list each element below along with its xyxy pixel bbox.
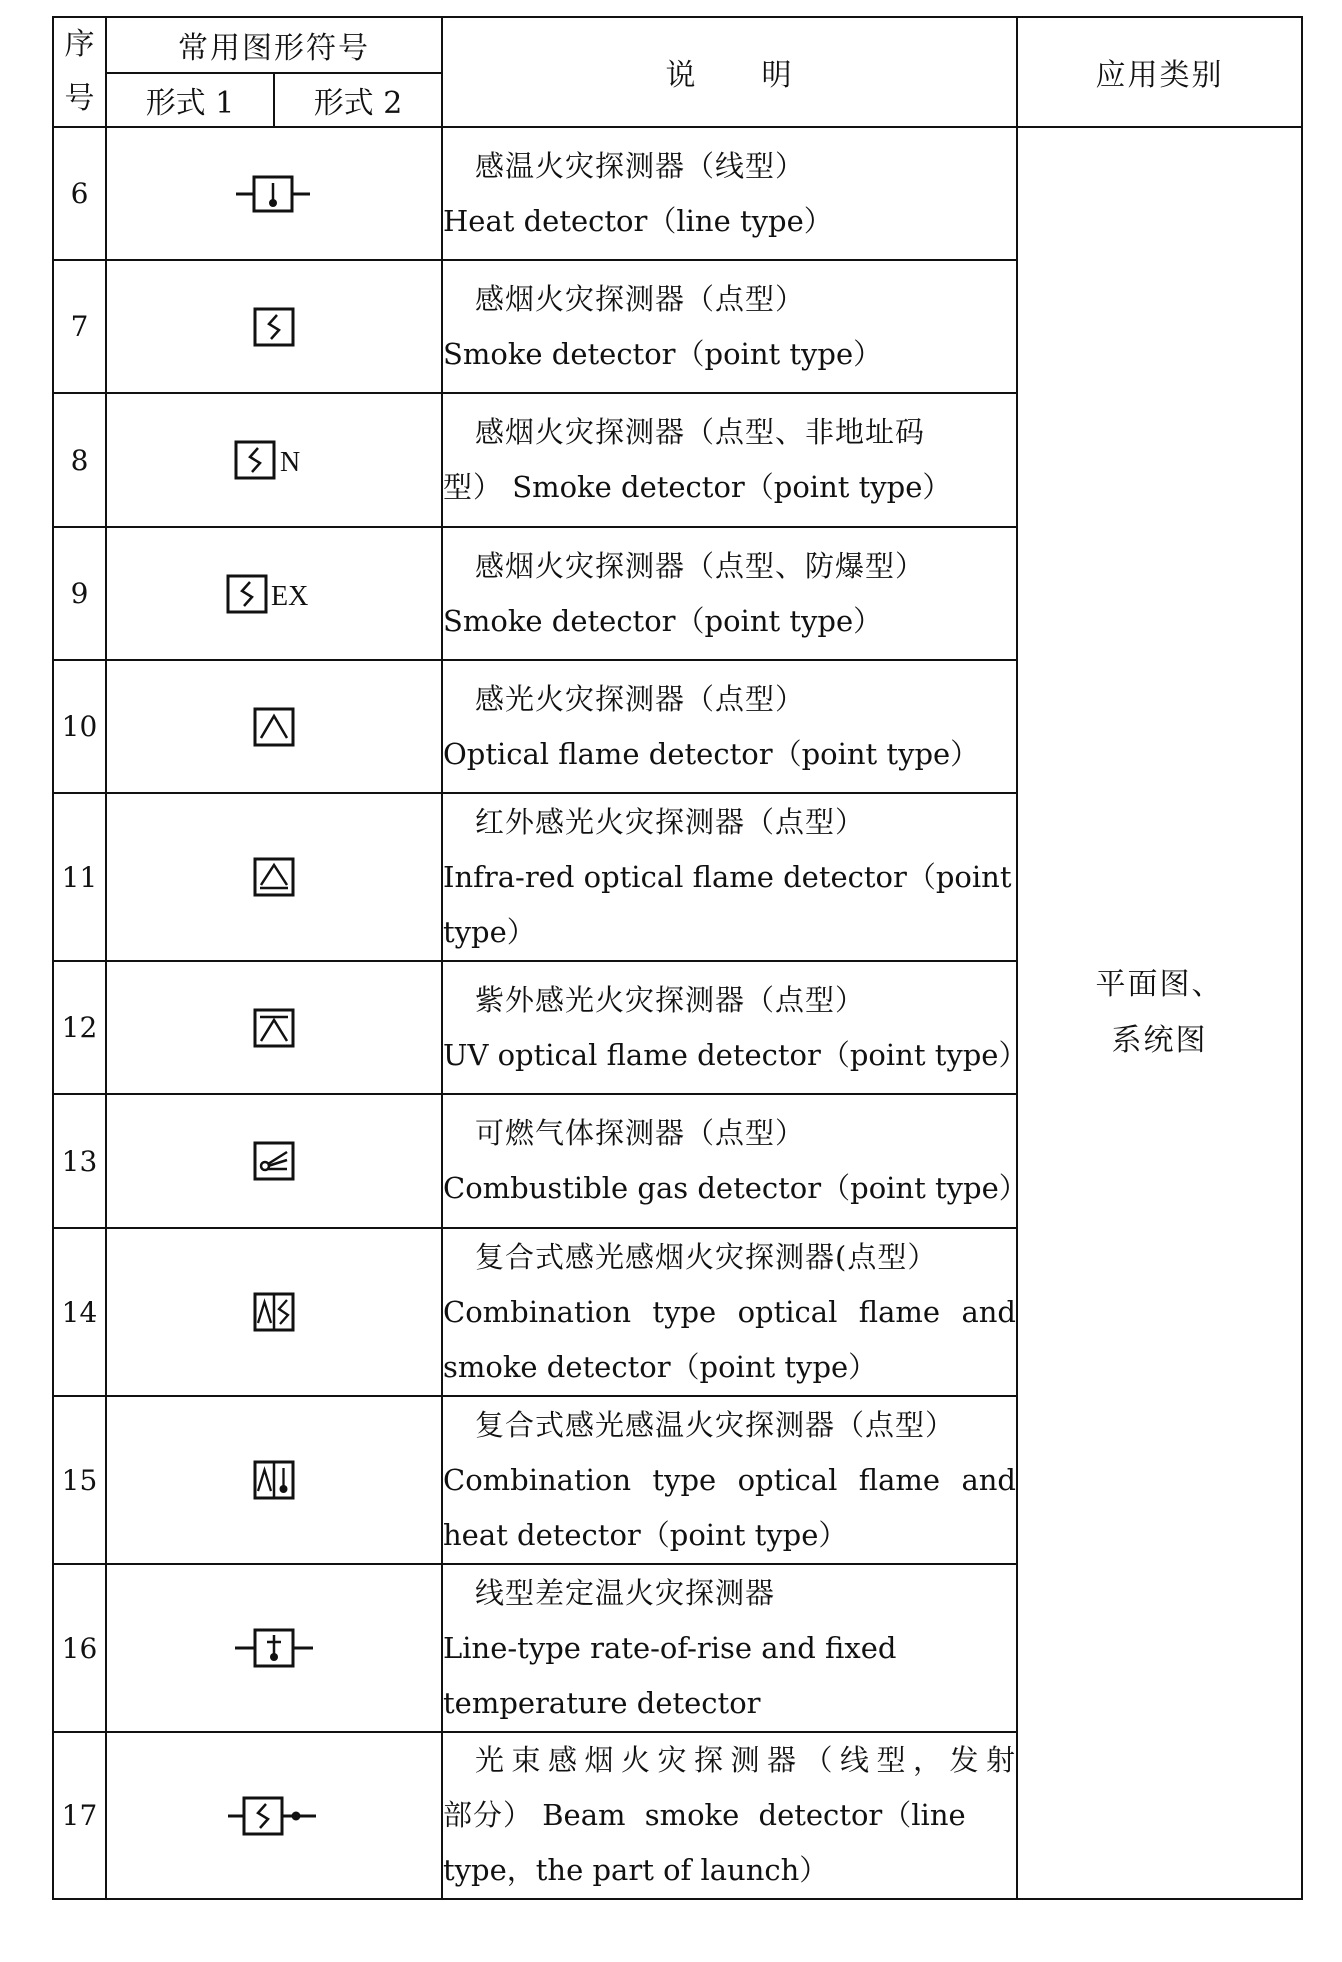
description-en: Optical flame detector（point type） — [443, 736, 980, 771]
combination-flame-smoke-icon — [249, 1287, 299, 1337]
description-en: Smoke detector（point type） — [443, 603, 883, 638]
row-index: 7 — [53, 260, 106, 393]
description-en: Heat detector（line type） — [443, 203, 833, 238]
uv-flame-detector-icon — [249, 1003, 299, 1053]
beam-smoke-launch-icon — [224, 1791, 324, 1841]
symbol-cell — [106, 1094, 442, 1228]
symbol-cell — [106, 127, 442, 260]
form1-header: 形式 1 — [106, 73, 274, 128]
description-cell — [442, 1228, 1017, 1396]
application-category-cell — [1017, 127, 1302, 1899]
row-index: 12 — [53, 961, 106, 1094]
form2-header: 形式 2 — [274, 73, 442, 128]
row-index: 8 — [53, 393, 106, 527]
description-zh: 感烟火灾探测器（点型） — [475, 281, 806, 316]
description-cell — [442, 260, 1017, 393]
description-cell — [442, 660, 1017, 793]
description-zh-cont: 部分） — [443, 1798, 534, 1832]
description-cell — [442, 793, 1017, 961]
symbol-cell — [106, 793, 442, 961]
description-cell — [442, 1732, 1017, 1899]
row-index: 15 — [53, 1396, 106, 1564]
description-cell — [442, 1094, 1028, 1228]
description-en-cont: type，the part of launch） — [443, 1853, 829, 1887]
infrared-flame-detector-icon — [249, 852, 299, 902]
description-en: UV optical flame detector（point type） — [443, 1037, 1028, 1072]
description-zh: 复合式感光感烟火灾探测器(点型） — [475, 1239, 938, 1274]
row-index: 10 — [53, 660, 106, 793]
description-en: Combination type optical flame and — [443, 1462, 1016, 1497]
symbol-cell — [106, 961, 442, 1094]
description-en-cont: temperature detector — [443, 1685, 761, 1720]
description-en: Smoke detector（point type） — [512, 470, 952, 504]
description-cell — [442, 1564, 1017, 1732]
description-en: Combustible gas detector（point type） — [443, 1171, 1028, 1205]
description-en-cont: smoke detector（point type） — [443, 1349, 878, 1384]
symbol-group-header: 常用图形符号 — [106, 17, 442, 73]
description-zh-cont: 型） — [443, 470, 504, 504]
row-index: 11 — [53, 793, 106, 961]
application-line2: 系统图 — [1111, 1023, 1208, 1058]
description-header: 说 明 — [442, 17, 1017, 127]
optical-flame-detector-icon — [249, 702, 299, 752]
application-header: 应用类别 — [1017, 17, 1302, 127]
symbol-cell — [106, 393, 442, 527]
description-zh: 可燃气体探测器（点型） — [475, 1116, 806, 1150]
description-cell — [442, 127, 1017, 260]
description-en: Beam smoke detector（line — [542, 1798, 966, 1832]
combustible-gas-detector-icon — [249, 1136, 299, 1186]
symbol-cell — [106, 260, 442, 393]
svg-text:EX: EX — [271, 580, 309, 612]
description-en: Combination type optical flame and — [443, 1294, 1016, 1329]
description-zh: 复合式感光感温火灾探测器（点型） — [475, 1407, 956, 1442]
smoke-detector-nonaddress-icon — [232, 435, 316, 485]
table-row — [53, 127, 1302, 260]
symbol-cell — [106, 1228, 442, 1396]
smoke-detector-icon — [249, 302, 299, 352]
heat-detector-line-icon — [234, 169, 314, 219]
index-header: 序 号 — [53, 17, 106, 127]
combination-flame-heat-icon — [249, 1455, 299, 1505]
description-zh: 光束感烟火灾探测器（线型，发射 — [475, 1743, 1016, 1777]
description-zh: 感温火灾探测器（线型） — [475, 148, 806, 183]
symbol-cell — [106, 660, 442, 793]
svg-text:N: N — [280, 447, 301, 478]
row-index: 17 — [53, 1732, 106, 1899]
symbol-cell — [106, 527, 442, 660]
description-zh: 红外感光火灾探测器（点型） — [475, 804, 866, 839]
row-index: 16 — [53, 1564, 106, 1732]
description-zh: 感烟火灾探测器（点型、防爆型） — [475, 548, 926, 583]
row-index: 9 — [53, 527, 106, 660]
description-en-cont: heat detector（point type） — [443, 1517, 848, 1552]
description-zh: 感烟火灾探测器（点型、非地址码 — [475, 415, 926, 449]
row-index: 14 — [53, 1228, 106, 1396]
row-index: 6 — [53, 127, 106, 260]
description-en-cont: type） — [443, 914, 536, 949]
description-zh: 线型差定温火灾探测器 — [475, 1575, 776, 1610]
description-zh: 紫外感光火灾探测器（点型） — [475, 982, 866, 1017]
description-cell — [442, 961, 1028, 1094]
description-cell — [442, 1396, 1017, 1564]
description-cell — [442, 393, 1017, 527]
description-cell — [442, 527, 1017, 660]
symbol-cell — [106, 1396, 442, 1564]
application-line1: 平面图、 — [1095, 967, 1224, 1002]
description-en: Line-type rate-of-rise and fixed — [443, 1630, 897, 1665]
row-index: 13 — [53, 1094, 106, 1228]
description-zh: 感光火灾探测器（点型） — [475, 681, 806, 716]
line-rate-of-rise-heat-icon — [231, 1623, 317, 1673]
description-en: Infra-red optical flame detector（point — [443, 859, 1012, 894]
symbol-cell — [106, 1732, 442, 1899]
smoke-detector-explosion-proof-icon — [224, 569, 324, 619]
graphic-symbol-table — [52, 16, 1303, 1900]
description-en: Smoke detector（point type） — [443, 336, 883, 371]
symbol-cell — [106, 1564, 442, 1732]
